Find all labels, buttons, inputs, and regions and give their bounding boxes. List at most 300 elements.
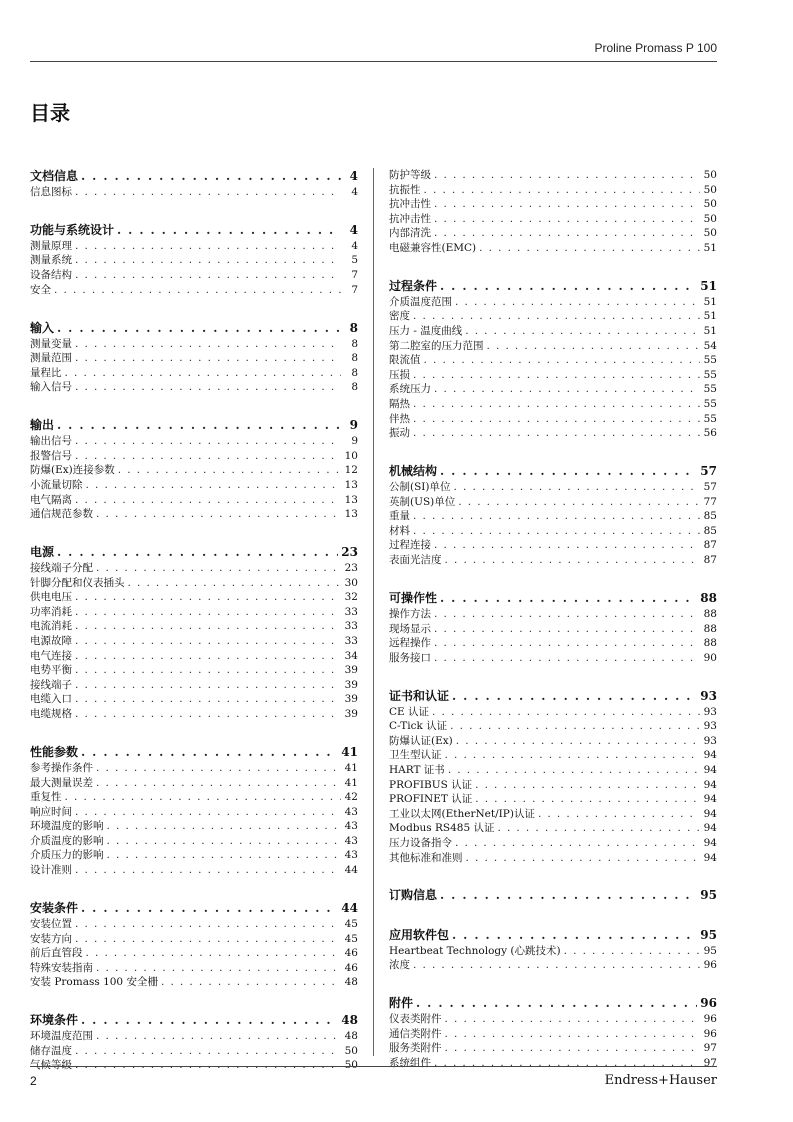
- toc-section-heading[interactable]: [389, 590, 717, 607]
- toc-section-heading[interactable]: [30, 320, 358, 337]
- toc-entry[interactable]: [389, 836, 717, 851]
- toc-entry-label: 公制(SI)单位: [389, 481, 451, 494]
- toc-entry-page: 4: [351, 239, 358, 252]
- toc-entry-page: 13: [344, 493, 358, 506]
- toc-entry[interactable]: [389, 324, 717, 339]
- toc-section: [30, 168, 358, 200]
- toc-section-heading[interactable]: [30, 1012, 358, 1029]
- toc-section-heading-page: 93: [700, 688, 717, 703]
- toc-entry[interactable]: [30, 848, 358, 863]
- toc-entry[interactable]: [389, 368, 717, 383]
- toc-entry-label: 材料: [389, 524, 410, 537]
- toc-entry[interactable]: [389, 553, 717, 568]
- dot-leader: [466, 851, 701, 866]
- toc-entry-label: 气候等级: [30, 1059, 72, 1072]
- dot-leader: [434, 226, 700, 241]
- toc-entry-label: 报警信号: [30, 449, 72, 462]
- toc-entry[interactable]: [389, 1056, 717, 1071]
- dot-leader: [81, 744, 338, 761]
- toc-entry[interactable]: [30, 283, 358, 298]
- dot-leader: [96, 761, 341, 776]
- toc-entry[interactable]: [30, 507, 358, 522]
- toc-entry[interactable]: [389, 719, 717, 734]
- toc-entry[interactable]: [389, 734, 717, 749]
- toc-entry[interactable]: [389, 397, 717, 412]
- toc-entry-page: 33: [344, 635, 358, 648]
- dot-leader: [434, 168, 700, 183]
- toc-entry-label: 前后直管段: [30, 947, 83, 960]
- dot-leader: [448, 763, 700, 778]
- toc-entry-page: 39: [344, 708, 358, 721]
- toc-entry-label: 电气隔离: [30, 493, 72, 506]
- footer-brand: Endress+Hauser: [604, 1073, 717, 1088]
- dot-leader: [475, 792, 700, 807]
- dot-leader: [413, 412, 700, 427]
- toc-entry-label: 防爆(Ex)连接参数: [30, 464, 115, 477]
- toc-entry-label: CE 认证: [389, 705, 430, 718]
- toc-entry[interactable]: [389, 778, 717, 793]
- toc-entry[interactable]: [30, 253, 358, 268]
- toc-section-heading[interactable]: [389, 927, 717, 944]
- toc-entry[interactable]: [389, 636, 717, 651]
- dot-leader: [128, 576, 342, 591]
- toc-entry-page: 33: [344, 620, 358, 633]
- toc-entry[interactable]: [30, 434, 358, 449]
- toc-section-heading[interactable]: [389, 688, 717, 705]
- toc-entry-label: 英制(US)单位: [389, 495, 456, 508]
- toc-entry-page: 50: [344, 1044, 358, 1057]
- toc-entry-page: 48: [344, 1030, 358, 1043]
- toc-section-heading[interactable]: [389, 463, 717, 480]
- toc-entry-label: 卫生型认证: [389, 749, 442, 762]
- toc-section: [389, 463, 717, 568]
- dot-leader: [75, 932, 341, 947]
- toc-entry-page: 48: [344, 976, 358, 989]
- toc-entry[interactable]: [30, 761, 358, 776]
- toc-entry-label: 操作方法: [389, 607, 431, 620]
- dot-leader: [75, 185, 341, 200]
- toc-entry-page: 39: [344, 693, 358, 706]
- dot-leader: [75, 619, 341, 634]
- dot-leader: [86, 946, 342, 961]
- toc-entry-page: 13: [344, 479, 358, 492]
- toc-section-heading-page: 4: [349, 222, 358, 237]
- dot-leader: [65, 366, 342, 381]
- dot-leader: [445, 1027, 701, 1042]
- dot-leader: [445, 748, 701, 763]
- toc-entry-page: 97: [703, 1042, 717, 1055]
- toc-entry[interactable]: [30, 239, 358, 254]
- toc-entry-label: C-Tick 认证: [389, 720, 448, 733]
- toc-entry-label: 设备结构: [30, 269, 72, 282]
- dot-leader: [75, 863, 341, 878]
- dot-leader: [455, 836, 700, 851]
- toc-entry[interactable]: [30, 678, 358, 693]
- toc-entry-label: 防护等级: [389, 169, 431, 181]
- dot-leader: [75, 663, 341, 678]
- dot-leader: [75, 678, 341, 693]
- toc-section-heading[interactable]: [30, 544, 358, 561]
- toc-entry-label: 小流量切除: [30, 479, 83, 492]
- toc-entry-page: 55: [703, 354, 717, 367]
- toc-entry[interactable]: [30, 805, 358, 820]
- toc-left-column: [30, 168, 358, 1095]
- toc-entry-page: 8: [351, 366, 358, 379]
- toc-entry[interactable]: [389, 353, 717, 368]
- toc-entry-label: 压损: [389, 368, 410, 381]
- toc-entry[interactable]: [389, 944, 717, 959]
- toc-section-heading[interactable]: [389, 887, 717, 904]
- toc-entry[interactable]: [389, 705, 717, 720]
- toc-entry-page: 88: [703, 622, 717, 635]
- toc-entry-label: 系统压力: [389, 383, 431, 396]
- dot-leader: [479, 241, 700, 256]
- toc-entry[interactable]: [30, 975, 358, 990]
- toc-entry[interactable]: [30, 576, 358, 591]
- toc-entry-page: 5: [351, 254, 358, 267]
- toc-section-heading-page: 23: [341, 545, 358, 560]
- toc-entry-label: 最大测量误差: [30, 776, 93, 789]
- toc-entry[interactable]: [30, 337, 358, 352]
- toc-entry-page: 95: [703, 944, 717, 957]
- dot-leader: [564, 944, 700, 959]
- document-header-title: Proline Promass P 100: [594, 41, 717, 55]
- toc-entry-label: 电磁兼容性(EMC): [389, 241, 477, 254]
- toc-entry[interactable]: [30, 590, 358, 605]
- toc-entry[interactable]: [30, 776, 358, 791]
- toc-entry-page: 33: [344, 605, 358, 618]
- toc-entry-page: 45: [344, 917, 358, 930]
- toc-entry-label: 电势平衡: [30, 664, 72, 677]
- dot-leader: [434, 1056, 700, 1071]
- toc-entry[interactable]: [389, 412, 717, 427]
- dot-leader: [413, 524, 700, 539]
- toc-entry-label: 抗冲击性: [389, 212, 431, 225]
- toc-entry-page: 88: [703, 607, 717, 620]
- toc-entry[interactable]: [30, 790, 358, 805]
- toc-entry[interactable]: [30, 268, 358, 283]
- toc-entry-page: 23: [344, 562, 358, 575]
- toc-entry-label: 输入信号: [30, 381, 72, 394]
- toc-entry-page: 46: [344, 961, 358, 974]
- toc-entry[interactable]: [389, 241, 717, 256]
- toc-entry-label: 服务类附件: [389, 1042, 442, 1055]
- toc-entry[interactable]: [389, 821, 717, 836]
- toc-entry[interactable]: [389, 1041, 717, 1056]
- toc-entry-label: 表面光洁度: [389, 554, 442, 567]
- toc-entry[interactable]: [389, 958, 717, 973]
- toc-section-heading-label: 订购信息: [389, 888, 438, 903]
- toc-entry-page: 46: [344, 947, 358, 960]
- dot-leader: [81, 1012, 338, 1029]
- toc-entry-page: 43: [344, 805, 358, 818]
- toc-entry[interactable]: [389, 226, 717, 241]
- dot-leader: [65, 790, 342, 805]
- toc-entry-page: 8: [351, 337, 358, 350]
- toc-entry[interactable]: [389, 538, 717, 553]
- toc-entry-label: HART 证书: [389, 764, 445, 776]
- toc-section-heading[interactable]: [389, 278, 717, 295]
- toc-section: [389, 995, 717, 1070]
- toc-entry-label: 接线端子: [30, 678, 72, 691]
- toc-entry[interactable]: [30, 478, 358, 493]
- dot-leader: [424, 183, 701, 198]
- toc-entry[interactable]: [30, 819, 358, 834]
- toc-section-heading-page: 96: [700, 996, 717, 1011]
- dot-leader: [413, 368, 700, 383]
- toc-section: [30, 900, 358, 990]
- dot-leader: [440, 278, 697, 295]
- toc-section: [30, 222, 358, 297]
- dot-leader: [75, 337, 341, 352]
- toc-entry-label: 其他标准和准则: [389, 851, 463, 864]
- toc-entry-page: 7: [351, 283, 358, 296]
- toc-entry-page: 77: [703, 495, 717, 508]
- dot-leader: [75, 239, 341, 254]
- dot-leader: [445, 1041, 701, 1056]
- toc-entry-label: 通信规范参数: [30, 508, 93, 521]
- toc-entry[interactable]: [30, 351, 358, 366]
- toc-entry-page: 51: [703, 241, 717, 254]
- toc-entry[interactable]: [389, 295, 717, 310]
- toc-entry-page: 41: [344, 761, 358, 774]
- toc-entry-label: 电气连接: [30, 649, 72, 662]
- toc-entry[interactable]: [30, 863, 358, 878]
- dot-leader: [75, 707, 341, 722]
- toc-section-heading-label: 文档信息: [30, 169, 79, 183]
- dot-leader: [75, 449, 341, 464]
- dot-leader: [96, 961, 341, 976]
- toc-section-heading-page: 95: [700, 927, 717, 942]
- toc-entry-page: 7: [351, 269, 358, 282]
- toc-section: [30, 417, 358, 522]
- toc-entry[interactable]: [30, 932, 358, 947]
- dot-leader: [445, 553, 701, 568]
- toc-section-heading-label: 功能与系统设计: [30, 222, 115, 237]
- dot-leader: [440, 590, 697, 607]
- toc-entry-page: 55: [703, 383, 717, 396]
- toc-entry[interactable]: [389, 168, 717, 183]
- page-title: 目录: [30, 101, 70, 125]
- toc-entry[interactable]: [30, 692, 358, 707]
- toc-entry[interactable]: [389, 622, 717, 637]
- dot-leader: [497, 821, 700, 836]
- toc-entry-page: 51: [703, 310, 717, 323]
- toc-entry[interactable]: [389, 651, 717, 666]
- toc-entry[interactable]: [30, 185, 358, 200]
- toc-entry-page: 87: [703, 539, 717, 552]
- toc-entry-label: 测量范围: [30, 352, 72, 365]
- toc-entry-label: 通信类附件: [389, 1027, 442, 1040]
- toc-entry-label: 电缆规格: [30, 708, 72, 721]
- dot-leader: [475, 778, 700, 793]
- toc-entry-page: 97: [703, 1057, 717, 1070]
- toc-entry[interactable]: [389, 339, 717, 354]
- toc-entry[interactable]: [30, 634, 358, 649]
- toc-section-heading-label: 附件: [389, 996, 414, 1011]
- toc-entry-label: PROFIBUS 认证: [389, 778, 473, 791]
- toc-entry-label: 介质温度的影响: [30, 834, 104, 847]
- dot-leader: [96, 776, 341, 791]
- toc-entry-page: 44: [344, 864, 358, 877]
- toc-entry-page: 55: [703, 398, 717, 411]
- toc-entry[interactable]: [30, 463, 358, 478]
- dot-leader: [57, 417, 341, 434]
- toc-entry-label: 介质温度范围: [389, 295, 452, 308]
- dot-leader: [75, 351, 341, 366]
- toc-entry[interactable]: [30, 917, 358, 932]
- toc-entry-label: 接线端子分配: [30, 562, 93, 575]
- toc-entry[interactable]: [30, 561, 358, 576]
- toc-section-heading-page: 95: [700, 888, 717, 903]
- toc-entry[interactable]: [389, 183, 717, 198]
- toc-right-column: [389, 168, 717, 1093]
- dot-leader: [107, 834, 342, 849]
- dot-leader: [424, 353, 701, 368]
- toc-entry[interactable]: [389, 382, 717, 397]
- dot-leader: [96, 1029, 341, 1044]
- toc-entry[interactable]: [30, 1044, 358, 1059]
- toc-section-heading[interactable]: [389, 995, 717, 1012]
- toc-entry[interactable]: [389, 197, 717, 212]
- toc-section: [389, 168, 717, 256]
- toc-entry[interactable]: [30, 605, 358, 620]
- dot-leader: [54, 283, 341, 298]
- toc-entry-page: 94: [703, 822, 717, 835]
- dot-leader: [75, 434, 341, 449]
- toc-entry-page: 85: [703, 524, 717, 537]
- toc-entry[interactable]: [389, 509, 717, 524]
- dot-leader: [434, 651, 700, 666]
- toc-section-heading-label: 环境条件: [30, 1013, 79, 1028]
- toc-entry-label: 测量原理: [30, 239, 72, 252]
- toc-entry-page: 90: [703, 651, 717, 664]
- toc-section-heading-page: 88: [700, 590, 717, 605]
- toc-entry-label: 电源故障: [30, 635, 72, 648]
- toc-entry[interactable]: [30, 961, 358, 976]
- dot-leader: [440, 463, 697, 480]
- toc-section: [389, 590, 717, 665]
- toc-entry-page: 94: [703, 749, 717, 762]
- toc-entry[interactable]: [30, 449, 358, 464]
- toc-entry[interactable]: [389, 524, 717, 539]
- toc-entry-label: 介质压力的影响: [30, 849, 104, 862]
- toc-entry-label: 测量系统: [30, 254, 72, 267]
- toc-entry[interactable]: [389, 763, 717, 778]
- toc-entry[interactable]: [389, 212, 717, 227]
- toc-entry[interactable]: [30, 663, 358, 678]
- toc-entry-page: 32: [344, 591, 358, 604]
- toc-section: [389, 278, 717, 441]
- toc-section-heading[interactable]: [30, 744, 358, 761]
- toc-entry[interactable]: [389, 607, 717, 622]
- dot-leader: [75, 649, 341, 664]
- dot-leader: [75, 1044, 341, 1059]
- toc-section-heading[interactable]: [30, 168, 358, 185]
- toc-entry[interactable]: [30, 366, 358, 381]
- toc-section-heading[interactable]: [30, 900, 358, 917]
- toc-entry-page: 55: [703, 368, 717, 381]
- dot-leader: [57, 320, 341, 337]
- toc-section-heading[interactable]: [30, 222, 358, 239]
- toc-entry-label: Heartbeat Technology (心跳技术): [389, 944, 561, 957]
- toc-entry[interactable]: [389, 426, 717, 441]
- toc-entry-label: 安装 Promass 100 安全栅: [30, 976, 158, 989]
- toc-entry-page: 55: [703, 412, 717, 425]
- toc-entry-label: 设计准则: [30, 864, 72, 877]
- toc-entry-label: 工业以太网(EtherNet/IP)认证: [389, 807, 535, 820]
- dot-leader: [538, 807, 700, 822]
- dot-leader: [434, 622, 700, 637]
- toc-section-heading-label: 输出: [30, 418, 55, 433]
- toc-entry[interactable]: [30, 649, 358, 664]
- toc-entry-label: 防爆认证(Ex): [389, 734, 453, 747]
- toc-entry-label: 环境温度的影响: [30, 820, 104, 833]
- toc-entry-page: 41: [344, 776, 358, 789]
- toc-entry[interactable]: [30, 707, 358, 722]
- toc-section-heading-label: 电源: [30, 545, 55, 560]
- dot-leader: [434, 538, 700, 553]
- toc-entry[interactable]: [389, 807, 717, 822]
- toc-entry[interactable]: [389, 792, 717, 807]
- toc-entry-label: 密度: [389, 310, 410, 323]
- toc-entry[interactable]: [30, 1029, 358, 1044]
- toc-entry[interactable]: [389, 851, 717, 866]
- toc-section-heading-label: 证书和认证: [389, 688, 450, 703]
- toc-entry-page: 51: [703, 295, 717, 308]
- toc-entry-label: 压力 - 温度曲线: [389, 325, 463, 338]
- toc-entry-page: 50: [703, 227, 717, 240]
- toc-entry[interactable]: [30, 834, 358, 849]
- dot-leader: [465, 324, 700, 339]
- toc-entry-label: 现场显示: [389, 622, 431, 635]
- toc-entry-page: 94: [703, 764, 717, 776]
- toc-entry-label: 电缆入口: [30, 693, 72, 706]
- toc-entry[interactable]: [389, 480, 717, 495]
- toc-entry[interactable]: [30, 380, 358, 395]
- toc-entry-page: 43: [344, 849, 358, 862]
- toc-entry-page: 42: [344, 791, 358, 804]
- toc-entry-page: 34: [344, 649, 358, 662]
- toc-entry[interactable]: [389, 1027, 717, 1042]
- toc-entry[interactable]: [389, 1012, 717, 1027]
- toc-entry[interactable]: [389, 748, 717, 763]
- dot-leader: [75, 605, 341, 620]
- toc-entry[interactable]: [389, 309, 717, 324]
- toc-entry[interactable]: [30, 493, 358, 508]
- toc-entry[interactable]: [30, 619, 358, 634]
- toc-entry-page: 56: [703, 427, 717, 440]
- toc-section-heading-label: 安装条件: [30, 900, 79, 915]
- toc-entry-page: 96: [703, 1013, 717, 1026]
- toc-section-heading-page: 8: [349, 320, 358, 335]
- toc-section-heading-page: 44: [341, 900, 358, 915]
- toc-entry-page: 50: [703, 169, 717, 181]
- dot-leader: [413, 426, 700, 441]
- toc-entry-page: 51: [703, 325, 717, 338]
- toc-entry[interactable]: [30, 946, 358, 961]
- toc-entry-page: 50: [344, 1059, 358, 1072]
- dot-leader: [458, 495, 700, 510]
- dot-leader: [96, 507, 341, 522]
- dot-leader: [455, 295, 700, 310]
- toc-section-heading[interactable]: [30, 417, 358, 434]
- toc-entry-label: 电流消耗: [30, 620, 72, 633]
- toc-entry[interactable]: [389, 495, 717, 510]
- toc-entry-page: 96: [703, 959, 717, 972]
- toc-entry-page: 39: [344, 664, 358, 677]
- toc-section-heading-page: 48: [341, 1013, 358, 1028]
